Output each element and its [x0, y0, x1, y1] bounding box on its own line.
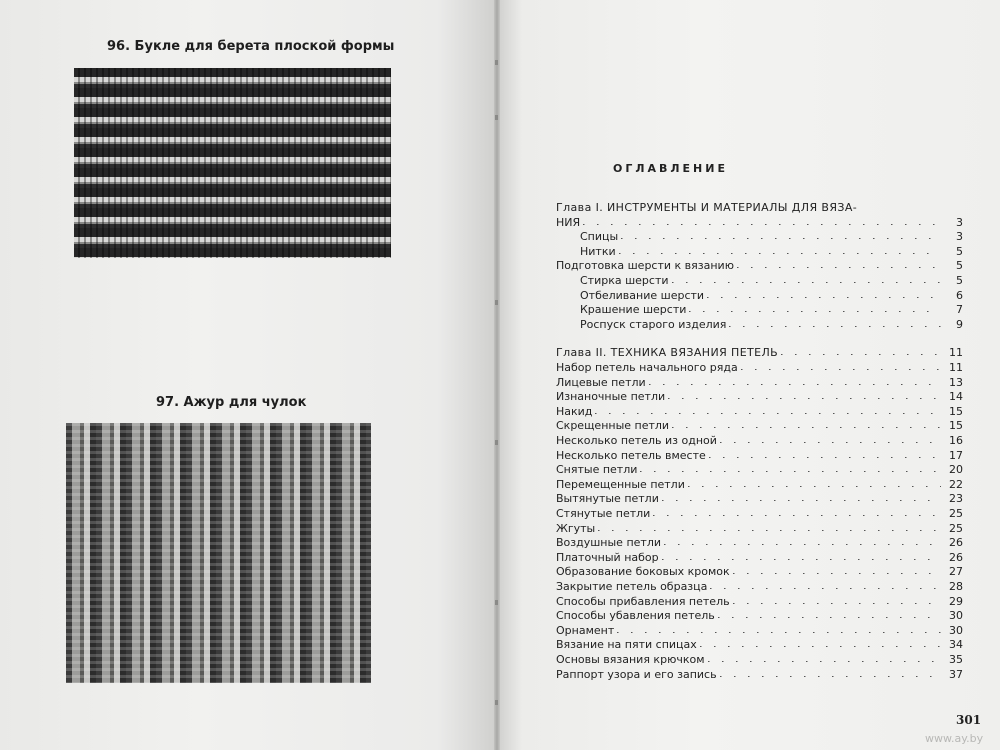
toc-entry [556, 594, 963, 609]
toc-entry-title: Набор петель начального ряда [556, 361, 738, 374]
toc-leader-dots [709, 457, 941, 458]
toc-entry-title: Глава II. ТЕХНИКА ВЯЗАНИЯ ПЕТЕЛЬ [556, 346, 779, 360]
toc-leader-dots [708, 661, 942, 662]
toc-leader-dots [653, 515, 941, 516]
toc-entry-title: Закрытие петель образца [556, 580, 708, 593]
toc-entry-title: Отбеливание шерсти [580, 288, 705, 302]
toc-entry-page: 26 [949, 550, 963, 564]
toc-entry-title: Способы прибавления петель [556, 594, 730, 608]
toc-entry [556, 608, 963, 623]
ajour-knit-photo [66, 423, 371, 683]
toc-leader-dots [688, 486, 941, 487]
toc-leader-dots [640, 471, 941, 472]
toc-entry-title: Скрещенные петли [556, 419, 670, 433]
toc-entry-page: 34 [949, 638, 963, 652]
toc-entry-title: Подготовка шерсти к вязанию [556, 259, 734, 273]
toc-entry [556, 667, 963, 682]
toc-entry-page: 20 [949, 463, 963, 477]
binding-stitch [495, 60, 498, 65]
toc-entry-page: 30 [949, 609, 963, 623]
toc-entry [556, 521, 963, 536]
toc-entry-page: 9 [956, 317, 963, 331]
toc-leader-dots [662, 559, 941, 560]
toc-entry-title: Стирка шерсти [580, 274, 669, 287]
toc-leader-dots [710, 588, 941, 589]
toc-entry-title: Стянутые петли [556, 507, 651, 520]
toc-leader-dots [672, 282, 941, 283]
toc-leader-dots [729, 326, 941, 327]
toc-entry-page: 35 [949, 653, 963, 666]
toc-entry-title: Платочный набор [556, 550, 659, 564]
toc-entry-page: 25 [949, 521, 963, 535]
binding-stitch [495, 600, 498, 605]
toc-leader-dots [720, 442, 941, 443]
toc-leader-dots [668, 398, 941, 399]
toc-entry-page: 25 [949, 507, 963, 520]
toc-entry-page: 5 [956, 274, 963, 287]
toc-entry [556, 404, 963, 419]
toc-entry-title: Перемещенные петли [556, 477, 685, 491]
toc-entry-page: 23 [949, 492, 963, 506]
toc-entry-title: Несколько петель вместе [556, 448, 706, 462]
boucle-knit-photo [74, 68, 391, 258]
toc-entry-page: 28 [949, 580, 963, 593]
toc-entry [556, 273, 963, 288]
toc-leader-dots [621, 238, 941, 239]
toc-entry-page: 30 [949, 623, 963, 637]
toc-entry-title: Изнаночные петли [556, 390, 666, 404]
toc-entry-page: 3 [956, 215, 963, 229]
binding-stitch [495, 300, 498, 305]
toc-entry [556, 200, 963, 215]
toc-leader-dots [718, 617, 941, 618]
toc-entry [556, 477, 963, 492]
toc-entry [556, 462, 963, 477]
toc-entry [556, 288, 963, 303]
caption-ajour: 97. Ажур для чулок [156, 395, 307, 410]
toc-leader-dots [707, 297, 941, 298]
toc-entry-title: Глава I. ИНСТРУМЕНТЫ И МАТЕРИАЛЫ ДЛЯ ВЯЗА- [556, 201, 858, 214]
toc-entry-page: 29 [949, 594, 963, 608]
toc-leader-dots [689, 311, 941, 312]
toc-entry [556, 550, 963, 565]
toc-entry-page: 37 [949, 667, 963, 681]
toc-entry-title: НИЯ [556, 215, 581, 229]
toc-entry [556, 229, 963, 244]
page-number: 301 [956, 713, 982, 727]
toc-entry-title: Нитки [580, 244, 616, 258]
toc-leader-dots [700, 646, 941, 647]
toc-entry-title: Орнамент [556, 623, 615, 637]
toc-entry-title: Лицевые петли [556, 375, 646, 389]
toc-leader-dots [741, 369, 941, 370]
toc-leader-dots [720, 676, 941, 677]
toc-entry-page: 13 [949, 375, 963, 389]
toc-entry [556, 244, 963, 259]
toc-entry [556, 637, 963, 652]
toc-entry-page: 5 [956, 259, 963, 273]
toc-entry-title: Раппорт узора и его запись [556, 667, 717, 681]
toc-entry-page: 14 [949, 390, 963, 404]
toc-leader-dots [662, 500, 941, 501]
toc-leader-dots [781, 354, 941, 355]
book-gutter [494, 0, 500, 750]
toc-entry [556, 258, 963, 273]
toc-entry [556, 579, 963, 594]
binding-stitch [495, 115, 498, 120]
toc-entry [556, 491, 963, 506]
toc-leader-dots [598, 530, 941, 531]
toc-entry-page: 11 [949, 361, 963, 374]
toc-entry [556, 389, 963, 404]
toc-entry [556, 652, 963, 667]
toc-leader-dots [664, 544, 941, 545]
toc-entry-title: Вязание на пяти спицах [556, 638, 697, 652]
toc-entry-page: 11 [949, 346, 963, 360]
toc-entry [556, 302, 963, 317]
toc-entry-title: Образование боковых кромок [556, 565, 730, 579]
toc-entry-page: 15 [949, 419, 963, 433]
toc-entry-page: 15 [949, 404, 963, 418]
toc-entry-page: 22 [949, 477, 963, 491]
toc-entry-page: 5 [956, 244, 963, 258]
toc-leader-dots [737, 267, 941, 268]
toc-entry [556, 506, 963, 521]
toc-entry [556, 433, 963, 448]
left-page [0, 0, 497, 750]
toc-entry-page: 16 [949, 434, 963, 447]
toc-leader-dots [617, 632, 941, 633]
caption-boucle: 96. Букле для берета плоской формы [107, 39, 395, 54]
watermark: www.ay.by [925, 732, 984, 745]
toc-entry-page: 27 [949, 565, 963, 579]
toc-leader-dots [672, 427, 941, 428]
toc-entry-title: Несколько петель из одной [556, 434, 717, 447]
toc-entry [556, 564, 963, 579]
toc-entry [556, 345, 963, 360]
toc-entry [556, 418, 963, 433]
toc-entry-page: 17 [949, 448, 963, 462]
toc-entry [556, 623, 963, 638]
toc-entry-title: Способы убавления петель [556, 609, 715, 623]
toc-entry-title: Снятые петли [556, 463, 638, 477]
toc-entry [556, 375, 963, 390]
toc-entry-title: Основы вязания крючком [556, 653, 705, 666]
toc-entry [556, 448, 963, 463]
toc-entry-page: 26 [949, 536, 963, 550]
toc-leader-dots [649, 384, 941, 385]
toc-entry-page: 6 [956, 288, 963, 302]
binding-stitch [495, 700, 498, 705]
toc-entry-page: 7 [956, 303, 963, 317]
toc-entry [556, 317, 963, 332]
toc-entry-title: Жгуты [556, 521, 596, 535]
toc-leader-dots [619, 253, 941, 254]
toc-entry-title: Накид [556, 404, 593, 418]
toc-entry-title: Воздушные петли [556, 536, 661, 550]
toc-entry-page: 3 [956, 230, 963, 244]
binding-stitch [495, 440, 498, 445]
toc-title: ОГЛАВЛЕНИЕ [613, 162, 728, 175]
toc-leader-dots [583, 224, 941, 225]
toc-leader-dots [733, 573, 941, 574]
toc-entry [556, 215, 963, 230]
toc-entry [556, 360, 963, 375]
toc-entry-title: Роспуск старого изделия [580, 317, 727, 331]
toc-leader-dots [595, 413, 941, 414]
toc-entry [556, 535, 963, 550]
toc-leader-dots [733, 603, 941, 604]
toc-entry-title: Вытянутые петли [556, 492, 659, 506]
toc-entry-title: Крашение шерсти [580, 303, 687, 317]
toc-entry-title: Спицы [580, 230, 619, 244]
